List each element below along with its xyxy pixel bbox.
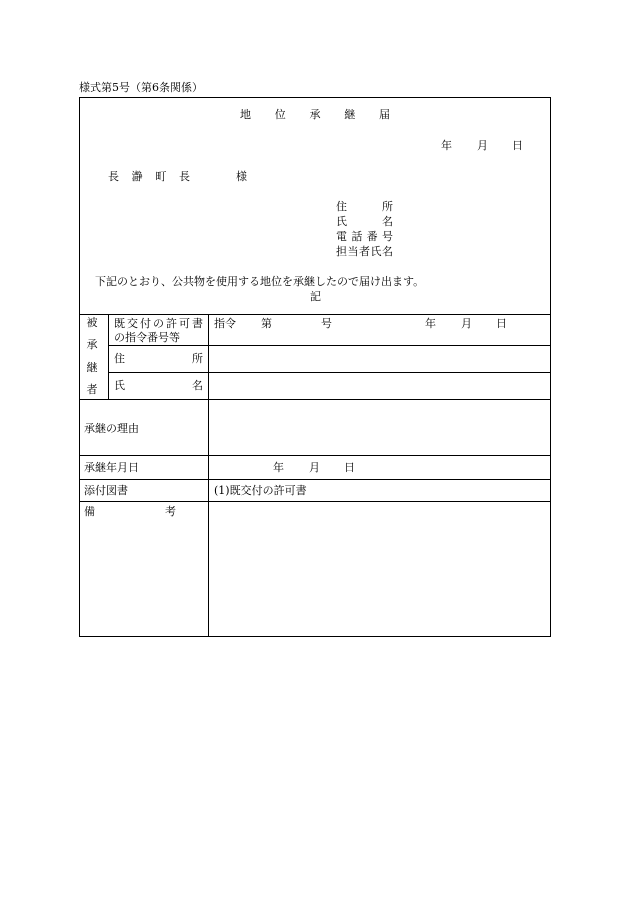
- date-day: 日: [512, 139, 523, 152]
- attachments-label: 添付図書: [84, 484, 128, 497]
- succession-date-label: 承継年月日: [84, 461, 139, 474]
- document-title: 地 位 承 継 届: [240, 108, 390, 121]
- permit-prefix: 指令: [214, 317, 236, 330]
- predecessor-label: 被 承 継 者: [86, 316, 98, 396]
- table-top-border: [79, 314, 551, 315]
- statement-text: 下記のとおり、公共物を使用する地位を承継したので届け出ます。: [95, 275, 425, 288]
- addressee-honorific: 様: [236, 170, 247, 183]
- succession-day: 日: [344, 461, 355, 474]
- table-divider: [208, 314, 209, 637]
- applicant-phone-label: 電 話 番 号: [336, 230, 393, 243]
- table-rule: [79, 455, 551, 456]
- ki-label: 記: [310, 290, 321, 303]
- form-label: 様式第5号（第6条関係）: [79, 81, 203, 94]
- table-rule: [79, 479, 551, 480]
- permit-month: 月: [461, 317, 472, 330]
- permit-go: 号: [321, 317, 332, 330]
- predecessor-address-label: 住 所: [114, 352, 203, 365]
- date-year: 年: [441, 139, 452, 152]
- permit-year: 年: [425, 317, 436, 330]
- permit-dai: 第: [261, 317, 272, 330]
- applicant-name-label: 氏 名: [336, 215, 393, 228]
- applicant-contact-label: 担当者氏名: [336, 245, 394, 258]
- table-rule: [79, 399, 551, 400]
- attachments-value: (1)既交付の許可書: [214, 484, 307, 497]
- reason-label: 承継の理由: [84, 422, 139, 435]
- succession-month: 月: [309, 461, 320, 474]
- permit-day: 日: [496, 317, 507, 330]
- permit-label-line2: の指令番号等: [114, 331, 180, 344]
- permit-label-line1: 既 交 付 の 許 可 書: [114, 317, 203, 330]
- table-divider: [108, 314, 109, 400]
- succession-year: 年: [273, 461, 284, 474]
- remarks-label: 備 考: [84, 505, 176, 518]
- table-rule: [108, 345, 551, 346]
- addressee-name: 長 瀞 町 長: [108, 170, 190, 183]
- predecessor-name-label: 氏 名: [114, 379, 203, 392]
- table-rule: [79, 501, 551, 502]
- date-month: 月: [477, 139, 488, 152]
- table-rule: [108, 372, 551, 373]
- applicant-address-label: 住 所: [336, 200, 393, 213]
